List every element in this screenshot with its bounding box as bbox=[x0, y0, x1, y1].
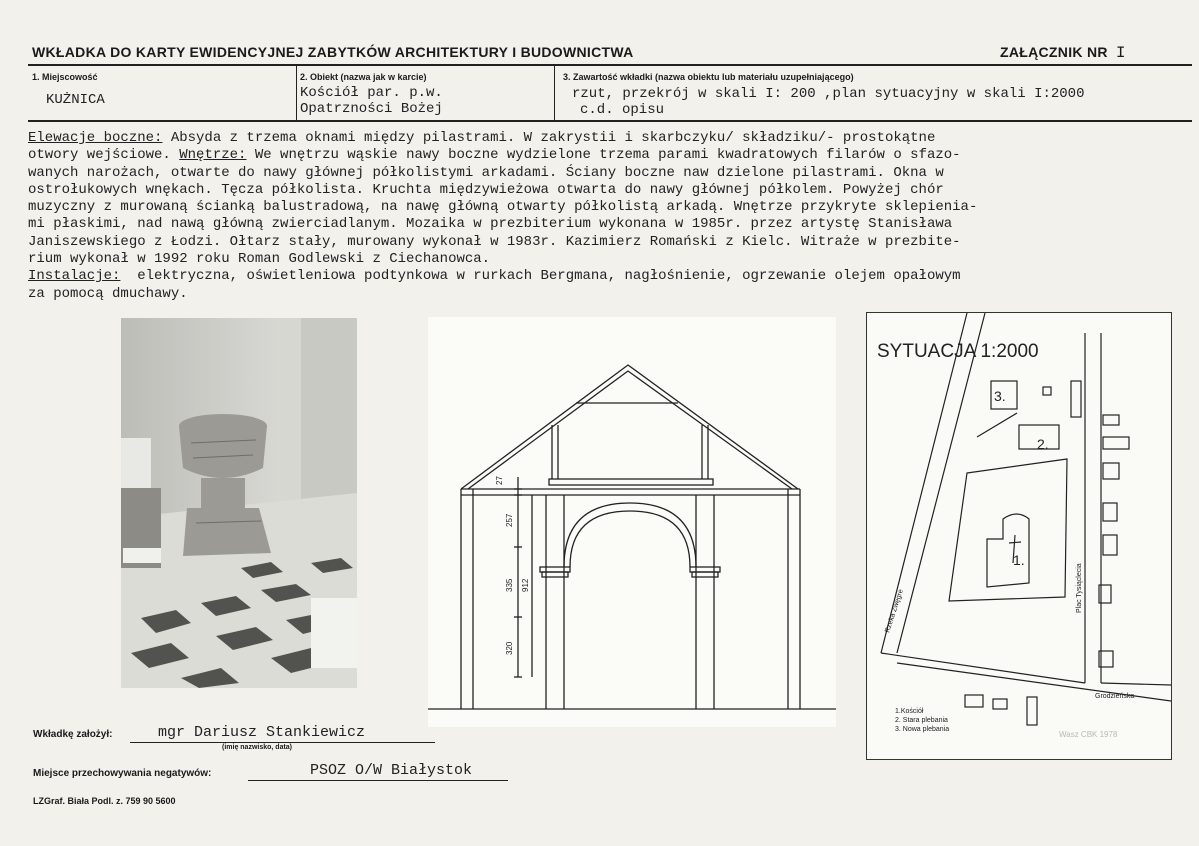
attachment-label: ZAŁĄCZNIK NR bbox=[1000, 44, 1108, 60]
building-label-1: 1. bbox=[1013, 552, 1025, 568]
form-title: WKŁADKA DO KARTY EWIDENCYJNEJ ZABYTKÓW ARCHITEKTURY I BUDOWNICTWA bbox=[32, 44, 634, 60]
dim-label: 335 bbox=[505, 578, 514, 592]
header-rule-top bbox=[28, 64, 1192, 66]
legend-item: 2. Stara plebania bbox=[895, 717, 948, 724]
map-title: SYTUACJA 1:2000 bbox=[877, 341, 1039, 362]
heading-installations: Instalacje: bbox=[28, 268, 121, 285]
storage-label: Miejsce przechowywania negatywów: bbox=[33, 768, 212, 779]
author-underline bbox=[130, 742, 435, 743]
field-divider-1 bbox=[296, 64, 297, 120]
heading-side-elevations: Elewacje boczne: bbox=[28, 130, 163, 146]
description-line: Absyda z trzema oknami między pilastrami. W zakrystii i skarbczyku/ składziku/- prostokątne bbox=[162, 130, 936, 146]
legend-item: 3. Nowa plebania bbox=[895, 726, 950, 733]
field-object-line1: Kościół par. p.w. bbox=[300, 85, 443, 101]
site-plan-map bbox=[866, 312, 1172, 760]
building-label-3: 3. bbox=[994, 388, 1006, 404]
author-label: Wkładkę założył: bbox=[33, 729, 113, 740]
dim-label: 912 bbox=[521, 578, 530, 592]
storage-value: PSOZ O/W Białystok bbox=[310, 762, 473, 779]
description-line: rium wykonał w 1992 roku Roman Godlewski z Ciechanowca. bbox=[28, 251, 491, 268]
author-hint: (imię nazwisko, data) bbox=[222, 744, 293, 751]
street-label: Rzeka Zwęgre bbox=[884, 588, 905, 634]
dim-label: 27 bbox=[495, 476, 504, 485]
description-line: Janiszewskiego z Łodzi. Ołtarz stały, murowany wykonał w 1983r. Kazimierz Romański z Kielc. Witraże w prezbite- bbox=[28, 233, 961, 250]
map-stamp: Wasz CBK 1978 bbox=[1059, 730, 1118, 739]
field-object-line2: Opatrzności Bożej bbox=[300, 101, 443, 117]
attachment-number: I bbox=[1115, 44, 1126, 62]
description-line: wanych narożach, otwarte do nawy głównej półkolistymi arkadami. Ściany boczne naw dzielone pilastrami. Okna w bbox=[28, 164, 944, 181]
description-line: mi płaskimi, nad nawą główną zwierciadlanym. Mozaika w prezbiterium wykonana w 1985r. przez artystę Stanisława bbox=[28, 216, 953, 233]
field-location-value: KUŻNICA bbox=[46, 92, 105, 108]
heading-interior: Wnętrze: bbox=[179, 147, 247, 164]
description-line: otwory wejściowe. bbox=[28, 147, 180, 164]
field-object-label: 2. Obiekt (nazwa jak w karcie) bbox=[300, 72, 427, 82]
field-contents-label: 3. Zawartość wkładki (nazwa obiektu lub materiału uzupełniającego) bbox=[563, 72, 854, 82]
storage-underline bbox=[248, 780, 508, 781]
building-label-2: 2. bbox=[1037, 436, 1049, 452]
site-plan-icon bbox=[867, 313, 1171, 759]
field-contents-line2: c.d. opisu bbox=[580, 102, 665, 118]
street-label: Grodzieńska bbox=[1095, 693, 1135, 700]
description-text bbox=[28, 130, 1188, 303]
description-line: ostrołukowych wnękach. Tęcza półkolista. Kruchta międzywieżowa otwarta do nawy głównej półkolem. Powyżej chór bbox=[28, 181, 944, 198]
church-cross-section-icon bbox=[428, 317, 836, 727]
field-contents-line1: rzut, przekrój w skali I: 200 ,plan sytuacyjny w skali I:2000 bbox=[572, 86, 1085, 102]
dim-label: 320 bbox=[505, 641, 514, 655]
interior-photo bbox=[121, 318, 357, 688]
description-line: elektryczna, oświetleniowa podtynkowa w rurkach Bergmana, nagłośnienie, ogrzewanie olejem opałowym bbox=[120, 268, 961, 285]
header-rule-bottom bbox=[28, 120, 1192, 122]
author-value: mgr Dariusz Stankiewicz bbox=[158, 724, 366, 741]
description-line: We wnętrzu wąskie nawy boczne wydzielone trzema parami kwadratowych filarów o sfazo- bbox=[246, 147, 961, 164]
description-line: za pomocą dmuchawy. bbox=[28, 285, 188, 302]
baptismal-font-photo-icon bbox=[121, 318, 357, 688]
street-label: Plac Tysiąclecia bbox=[1076, 563, 1083, 613]
description-line: muzyczny z murowaną ścianką balustradową, na nawę główną otwarty półkolistą arkadą. Wnętrze przykryte sklepienia- bbox=[28, 199, 978, 216]
field-location-label: 1. Miejscowość bbox=[32, 72, 98, 82]
legend-item: 1.Kościół bbox=[895, 708, 924, 715]
cross-section-drawing bbox=[428, 317, 836, 727]
attachment-field bbox=[1000, 44, 1126, 62]
dim-label: 257 bbox=[505, 513, 514, 527]
field-divider-2 bbox=[554, 64, 555, 120]
print-info: LZGraf. Biała Podl. z. 759 90 5600 bbox=[33, 796, 176, 806]
